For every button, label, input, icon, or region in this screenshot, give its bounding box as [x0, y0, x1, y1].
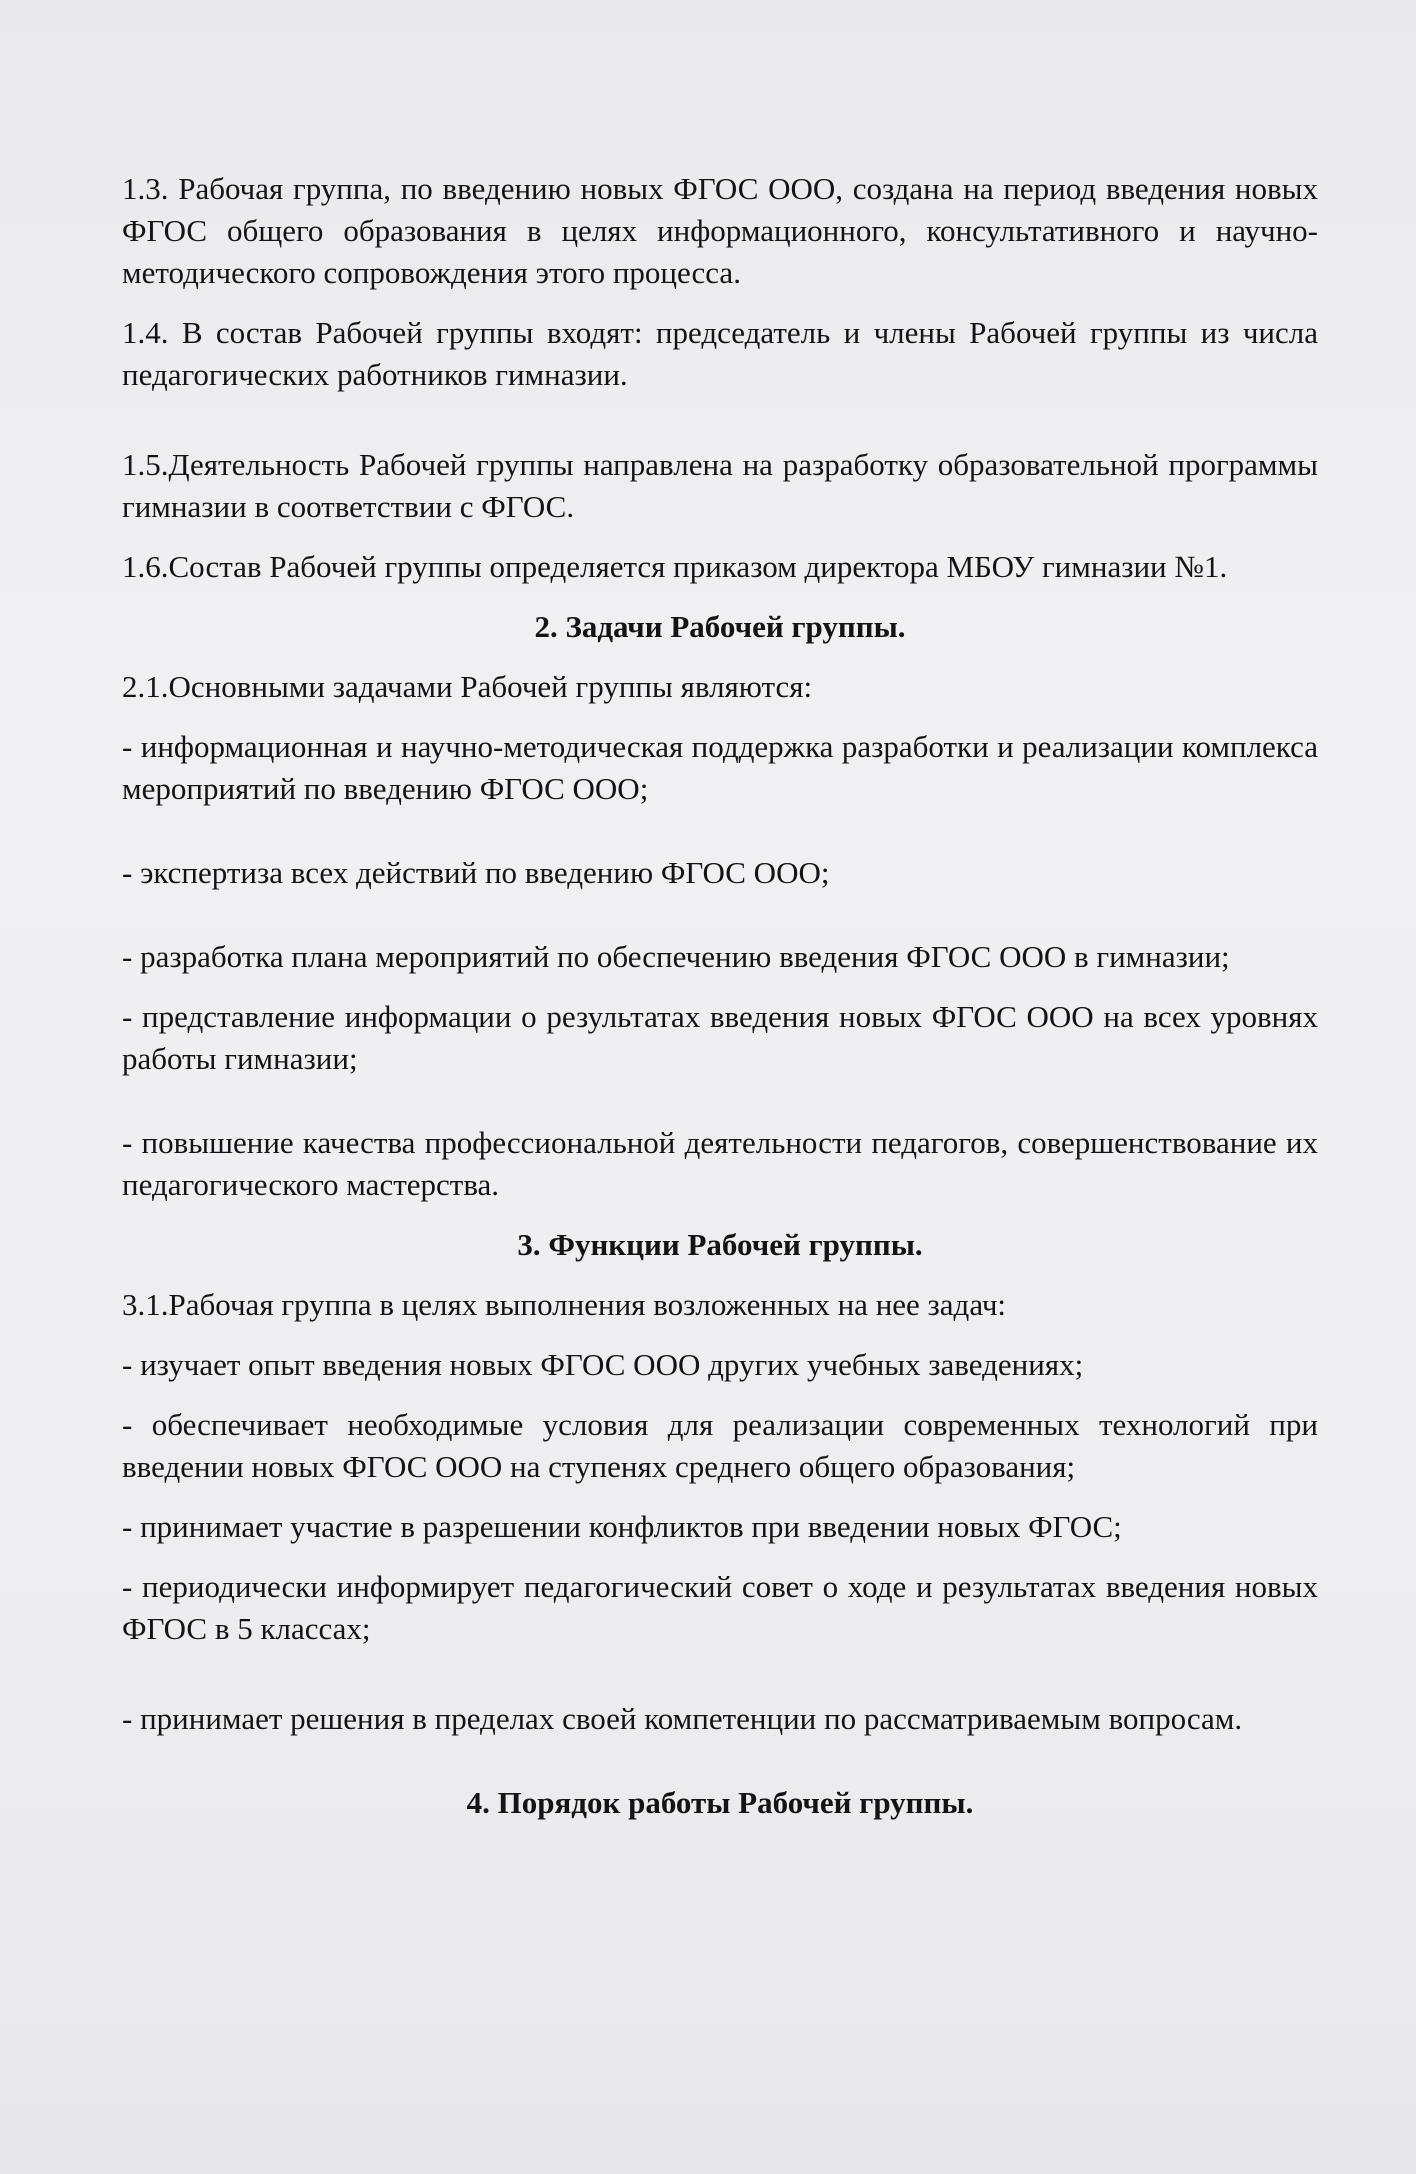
section-3-intro: 3.1.Рабочая группа в целях выполнения возложенных на нее задач: [122, 1287, 1007, 1322]
paragraph-1-4: 1.4. В состав Рабочей группы входят: председатель и члены Рабочей группы из числа педагогических работников гимназии. [122, 315, 1318, 392]
paragraph-1-5: 1.5.Деятельность Рабочей группы направлена на разработку образовательной программы гимназии в соответствии с ФГОС. [122, 447, 1318, 524]
section-3-heading: 3. Функции Рабочей группы. [517, 1227, 923, 1262]
section-2-item: - разработка плана мероприятий по обеспечению введения ФГОС ООО в гимназии; [122, 939, 1230, 974]
section-2-item: - информационная и научно-методическая поддержка разработки и реализации комплекса мероприятий по введению ФГОС ООО; [122, 729, 1318, 806]
paragraph-1-6: 1.6.Состав Рабочей группы определяется приказом директора МБОУ гимназии №1. [122, 549, 1228, 584]
paragraph-1-3: 1.3. Рабочая группа, по введению новых ФГОС ООО, создана на период введения новых ФГОС общего образования в целях информационного, консультативного и научно-методического сопровождения этого процесса. [122, 171, 1318, 290]
section-3-item: - периодически информирует педагогический совет о ходе и результатах введения новых ФГОС в 5 классах; [122, 1569, 1318, 1646]
section-2-intro: 2.1.Основными задачами Рабочей группы являются: [122, 669, 813, 704]
document-body [122, 168, 1318, 1824]
section-2-item: - представление информации о результатах введения новых ФГОС ООО на всех уровнях работы гимназии; [122, 999, 1318, 1076]
section-3-item: - обеспечивает необходимые условия для реализации современных технологий при введении новых ФГОС ООО на ступенях среднего общего образования; [122, 1407, 1318, 1484]
section-2-item: - экспертиза всех действий по введению ФГОС ООО; [122, 855, 830, 890]
section-3-item: - принимает решения в пределах своей компетенции по рассматриваемым вопросам. [122, 1701, 1243, 1736]
section-3-item: - принимает участие в разрешении конфликтов при введении новых ФГОС; [122, 1509, 1122, 1544]
section-2-item: - повышение качества профессиональной деятельности педагогов, совершенствование их педагогического мастерства. [122, 1125, 1318, 1202]
section-4-heading: 4. Порядок работы Рабочей группы. [466, 1785, 974, 1820]
section-3-item: - изучает опыт введения новых ФГОС ООО других учебных заведениях; [122, 1347, 1084, 1382]
section-2-heading: 2. Задачи Рабочей группы. [534, 609, 906, 644]
